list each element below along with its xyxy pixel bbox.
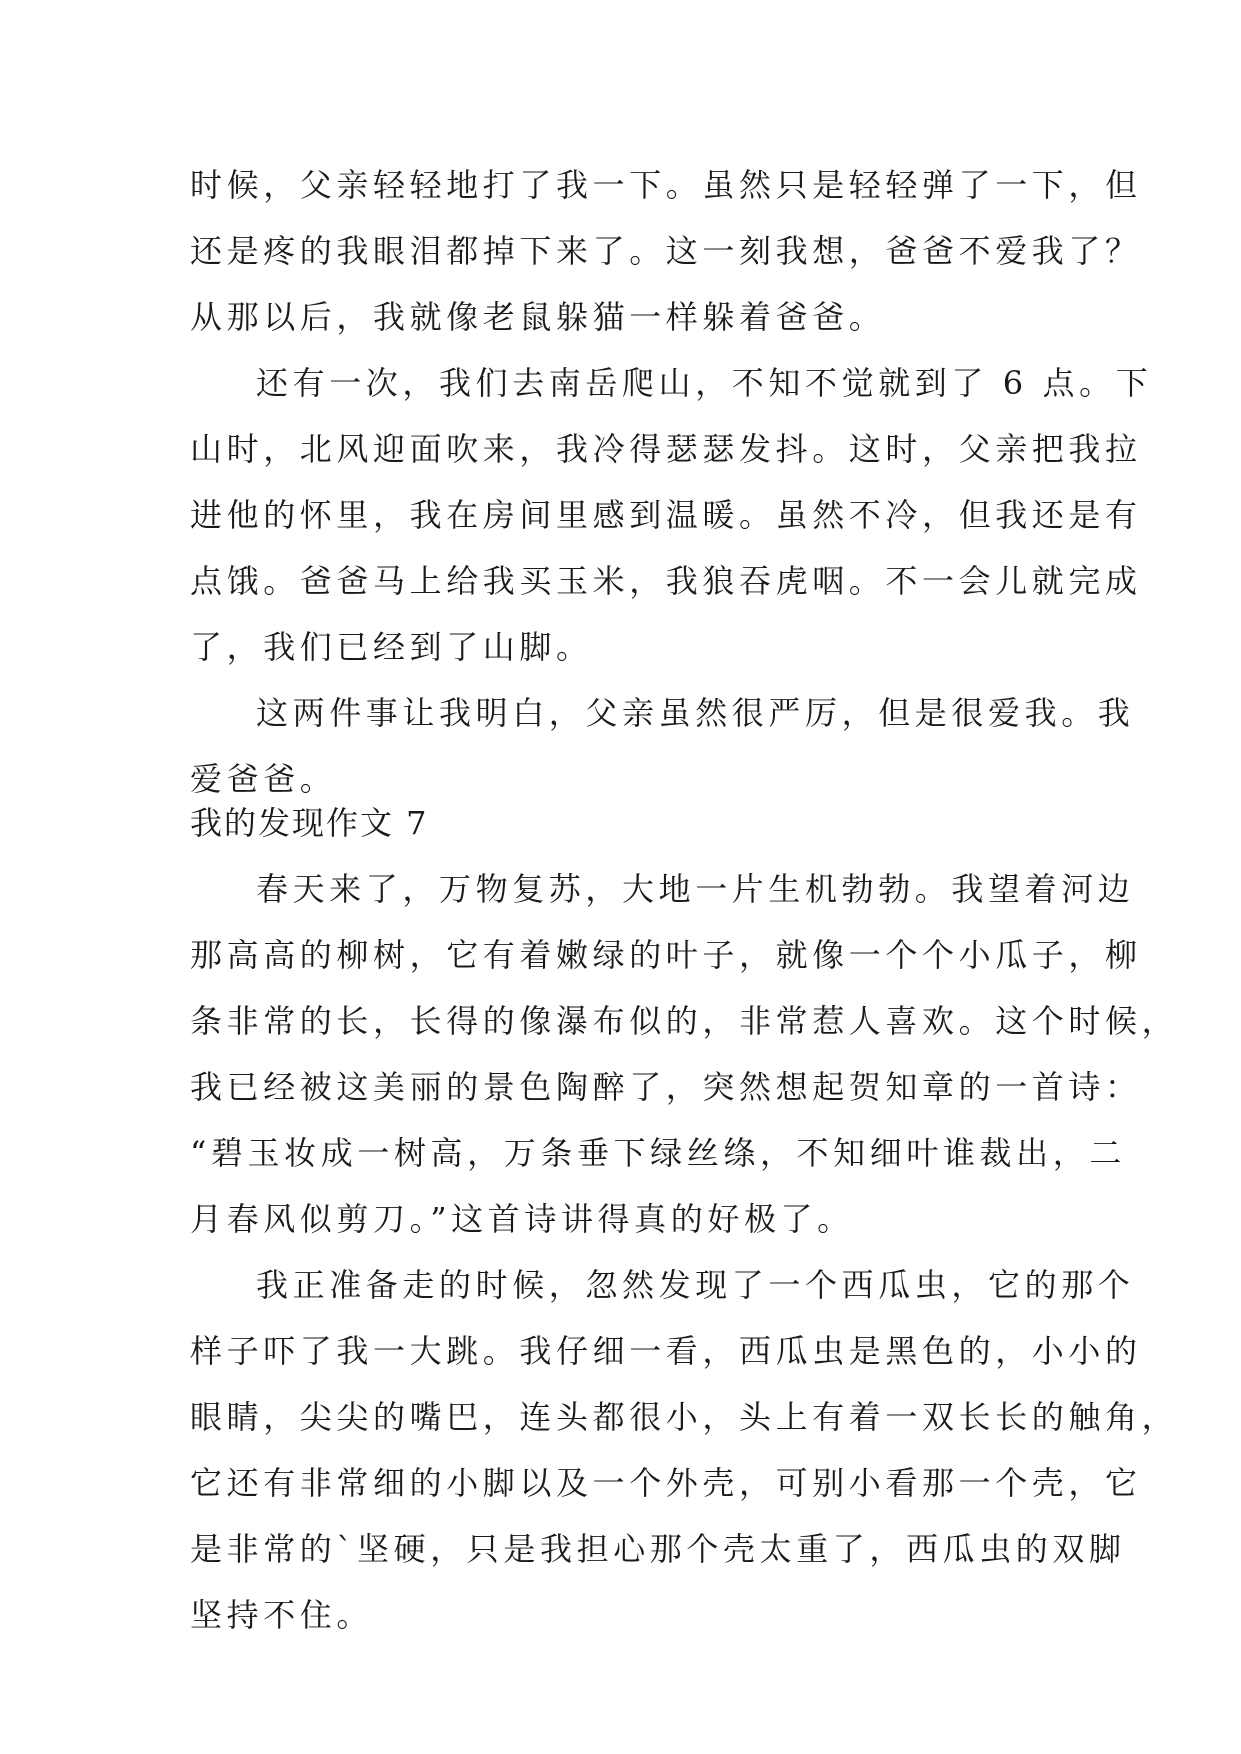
text-line: 月春风似剪刀。”这首诗讲得真的好极了。 bbox=[190, 1200, 854, 1238]
text-line: 进他的怀里，我在房间里感到温暖。虽然不冷，但我还是有 bbox=[190, 496, 1142, 534]
text-line: 还是疼的我眼泪都掉下来了。这一刻我想，爸爸不爱我了？ bbox=[190, 232, 1142, 270]
text-line: 了，我们已经到了山脚。 bbox=[190, 628, 593, 666]
text-line: 春天来了，万物复苏，大地一片生机勃勃。我望着河边 bbox=[256, 870, 1135, 908]
text-line: 那高高的柳树，它有着嫩绿的叶子，就像一个个小瓜子，柳 bbox=[190, 936, 1142, 974]
text-line: 条非常的长，长得的像瀑布似的，非常惹人喜欢。这个时候， bbox=[190, 1002, 1179, 1040]
text-line: 这两件事让我明白，父亲虽然很严厉，但是很爱我。我 bbox=[256, 694, 1135, 732]
text-line: 时候，父亲轻轻地打了我一下。虽然只是轻轻弹了一下，但 bbox=[190, 166, 1142, 204]
text-line: 样子吓了我一大跳。我仔细一看，西瓜虫是黑色的，小小的 bbox=[190, 1332, 1142, 1370]
text-line: 我正准备走的时候，忽然发现了一个西瓜虫，它的那个 bbox=[256, 1266, 1135, 1304]
text-line: “碧玉妆成一树高，万条垂下绿丝绦，不知细叶谁裁出，二 bbox=[190, 1134, 1126, 1172]
text-line: 是非常的`坚硬，只是我担心那个壳太重了，西瓜虫的双脚 bbox=[190, 1530, 1126, 1568]
section-title: 我的发现作文 7 bbox=[190, 804, 429, 842]
section-1-text bbox=[190, 152, 1153, 812]
text-line: 从那以后，我就像老鼠躲猫一样躲着爸爸。 bbox=[190, 298, 886, 336]
text-line: 它还有非常细的小脚以及一个外壳，可别小看那一个壳，它 bbox=[190, 1464, 1142, 1502]
text-line: 我已经被这美丽的景色陶醉了，突然想起贺知章的一首诗： bbox=[190, 1068, 1142, 1106]
text-line: 眼睛，尖尖的嘴巴，连头都很小，头上有着一双长长的触角， bbox=[190, 1398, 1179, 1436]
text-line: 还有一次，我们去南岳爬山，不知不觉就到了 6 点。下 bbox=[256, 364, 1153, 402]
text-line: 坚持不住。 bbox=[190, 1596, 374, 1634]
section-2 bbox=[190, 790, 1179, 1648]
text-line: 点饿。爸爸马上给我买玉米，我狼吞虎咽。不一会儿就完成 bbox=[190, 562, 1142, 600]
text-line: 山时，北风迎面吹来，我冷得瑟瑟发抖。这时，父亲把我拉 bbox=[190, 430, 1142, 468]
text-line: 爱爸爸。 bbox=[190, 760, 337, 798]
